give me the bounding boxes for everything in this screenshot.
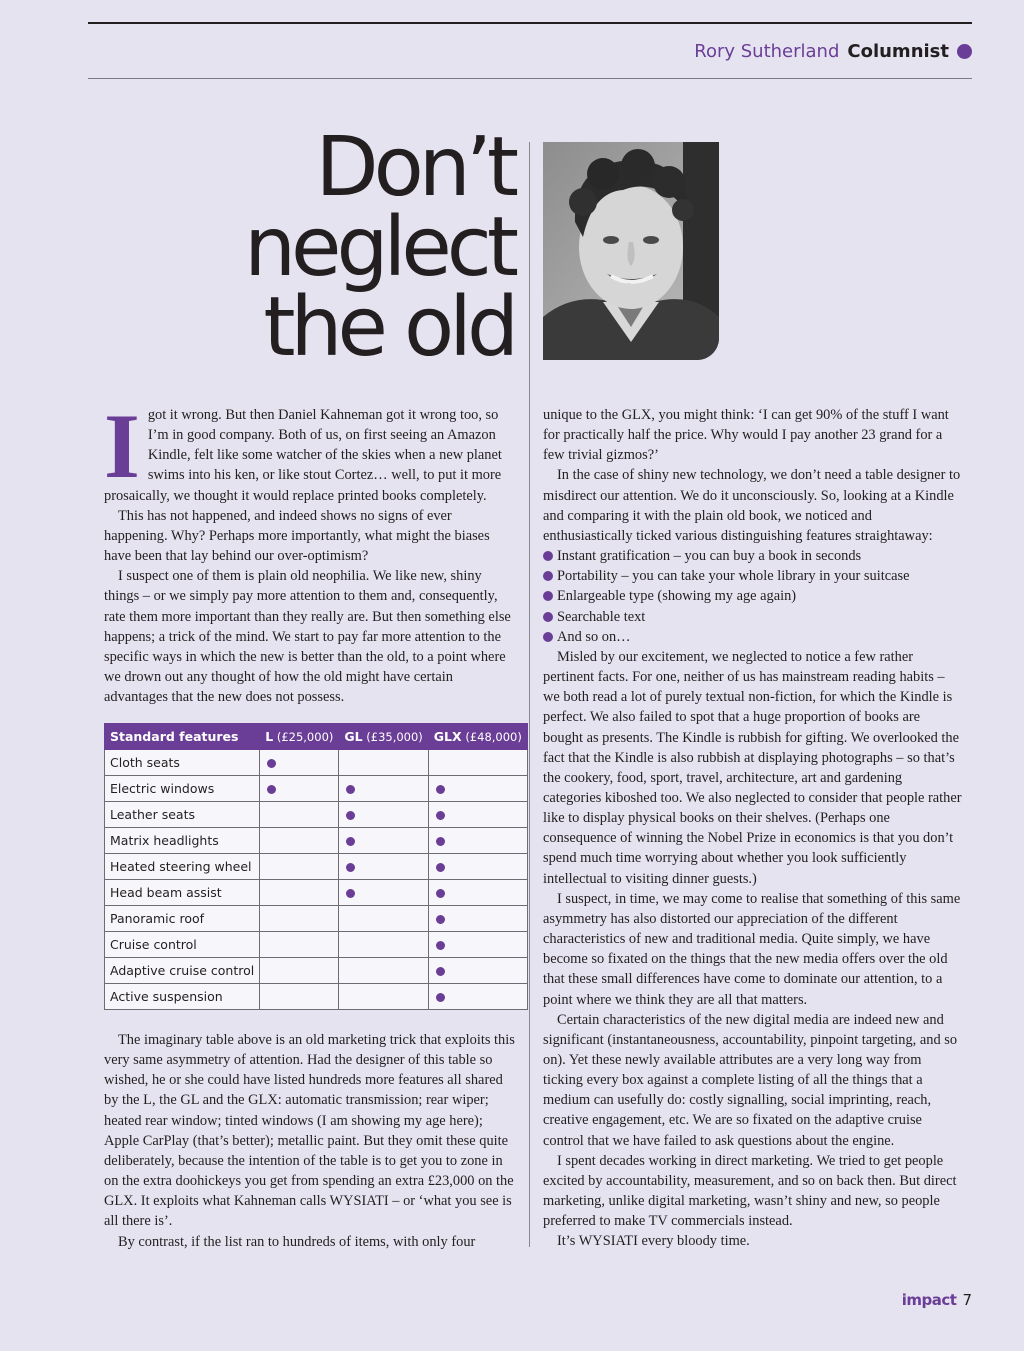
bullet-dot-icon xyxy=(543,612,553,622)
right-column-text xyxy=(543,405,963,1252)
feature-cell-gl xyxy=(339,802,428,828)
feature-cell-l xyxy=(260,958,339,984)
feature-cell-gl xyxy=(339,984,428,1010)
feature-cell-l xyxy=(260,984,339,1010)
feature-cell-glx xyxy=(428,750,527,776)
right-paragraph-4: I suspect, in time, we may come to realise that something of this same asymmetry has also distorted our appreciation of the different characteristics of new and traditional media. Quite simply, we have become so fixated on the things that the new media offers over the old that these small differences have come to dominate our attention, to a point where we think they are all that matters. xyxy=(543,890,961,1008)
included-dot-icon xyxy=(436,785,445,794)
features-table xyxy=(104,723,528,1010)
feature-cell-glx xyxy=(428,854,527,880)
feature-cell-l xyxy=(260,802,339,828)
intro-paragraph-3: I suspect one of them is plain old neophilia. We like new, shiny things – or we simply pay more attention to them and, consequently, rate them more important than they really are. But then something else happens; a trick of the mind. We start to pay far more attention to the specific ways in which the new is better than the old, to a point where we drown out any thought of how the old might have certain advantages that the new does not possess. xyxy=(104,568,511,706)
feature-cell-gl xyxy=(339,776,428,802)
feature-name: Panoramic roof xyxy=(105,906,260,932)
drop-cap: I xyxy=(104,395,140,497)
table-row xyxy=(105,932,528,958)
after-table-paragraph-1: The imaginary table above is an old marketing trick that exploits this very same asymmetry of attention. Had the designer of this table so wished, he or she could have listed hundreds more features all shared by the L, the GL and the GLX: automatic transmission; rear wiper; heated rear window; tinted windows (I am showing my age here); Apple CarPlay (that’s better); metallic paint. But they omit these quite deliberately, because the intention of the table is to get you to zone in on the extra doohickeys you get from spending an extra £23,000 on the GLX. It exploits what Kahneman calls WYSIATI – or ‘what you see is all there is’. xyxy=(104,1032,515,1230)
after-table-paragraph-2: By contrast, if the list ran to hundreds of items, with only four xyxy=(118,1233,476,1250)
headline-line-3: the old xyxy=(263,280,514,375)
feature-cell-glx xyxy=(428,880,527,906)
feature-name: Cloth seats xyxy=(105,750,260,776)
header-l: L (£25,000) xyxy=(260,724,339,750)
right-paragraph-7: It’s WYSIATI every bloody time. xyxy=(557,1233,750,1250)
feature-name: Electric windows xyxy=(105,776,260,802)
feature-cell-glx xyxy=(428,802,527,828)
included-dot-icon xyxy=(267,759,276,768)
intro-paragraph-2: This has not happened, and indeed shows no signs of ever happening. Why? Perhaps more importantly, what might the biases have been that lay behind our over-optimism? xyxy=(104,507,490,565)
column-header xyxy=(694,38,972,64)
header-dot-icon xyxy=(957,44,972,59)
included-dot-icon xyxy=(346,837,355,846)
table-row xyxy=(105,802,528,828)
feature-cell-l xyxy=(260,880,339,906)
included-dot-icon xyxy=(436,889,445,898)
included-dot-icon xyxy=(436,863,445,872)
header-standard-features: Standard features xyxy=(105,724,260,750)
feature-cell-glx xyxy=(428,828,527,854)
feature-name: Heated steering wheel xyxy=(105,854,260,880)
feature-cell-l xyxy=(260,776,339,802)
intro-text xyxy=(104,395,516,707)
feature-cell-glx xyxy=(428,776,527,802)
feature-cell-glx xyxy=(428,984,527,1010)
feature-cell-gl xyxy=(339,906,428,932)
author-photo xyxy=(543,142,719,360)
table-row xyxy=(105,984,528,1010)
feature-cell-glx xyxy=(428,932,527,958)
included-dot-icon xyxy=(436,915,445,924)
right-paragraph-1: unique to the GLX, you might think: ‘I can get 90% of the stuff I want for practically half the price. Why would I pay another 23 grand for a few trivial gizmos?’ xyxy=(543,407,949,464)
feature-name: Cruise control xyxy=(105,932,260,958)
feature-cell-l xyxy=(260,906,339,932)
bullet-dot-icon xyxy=(543,551,553,561)
table-row xyxy=(105,906,528,932)
list-item: Portability – you can take your whole library in your suitcase xyxy=(543,566,963,586)
included-dot-icon xyxy=(436,837,445,846)
included-dot-icon xyxy=(346,811,355,820)
headline-line-1: Don’t xyxy=(315,120,514,215)
included-dot-icon xyxy=(436,967,445,976)
table-row xyxy=(105,854,528,880)
included-dot-icon xyxy=(267,785,276,794)
included-dot-icon xyxy=(346,863,355,872)
page-number: 7 xyxy=(962,1291,972,1309)
list-item: And so on… xyxy=(543,627,963,647)
right-paragraph-2: In the case of shiny new technology, we don’t need a table designer to misdirect our attention. We do it unconsciously. So, looking at a Kindle and comparing it with the plain old book, we noticed and enthusiastically ticked various distinguishing features straightaway: xyxy=(543,467,961,544)
column-divider xyxy=(529,142,530,1247)
right-paragraph-3: Misled by our excitement, we neglected to notice a few rather pertinent facts. For one, neither of us has mainstream reading habits – we both read a lot of purely textual non-fiction, for which the Kindle is perfect. We also failed to spot that a huge proportion of books are bought as presents. The Kindle is rubbish for gifting. We overlooked the fact that the Kindle is also rubbish at displaying photographs – so that’s the cookery, food, sport, travel, architecture, art and gardening categories kiboshed too. We also neglected to consider that people rather like to display physical books on their shelves. (Perhaps one consequence of winning the Nobel Prize in economics is that you don’t spend much time worrying about whether you look sufficiently intellectual to visiting dinner guests.) xyxy=(543,648,962,887)
feature-name: Active suspension xyxy=(105,984,260,1010)
author-role: Columnist xyxy=(847,40,949,62)
header-rule xyxy=(88,78,972,79)
feature-cell-gl xyxy=(339,958,428,984)
feature-cell-glx xyxy=(428,958,527,984)
header-glx: GLX (£48,000) xyxy=(428,724,527,750)
feature-cell-l xyxy=(260,854,339,880)
list-item: Enlargeable type (showing my age again) xyxy=(543,586,963,606)
author-name: Rory Sutherland xyxy=(694,40,840,62)
feature-name: Head beam assist xyxy=(105,880,260,906)
header-gl: GL (£35,000) xyxy=(339,724,428,750)
feature-cell-l xyxy=(260,828,339,854)
bullet-dot-icon xyxy=(543,591,553,601)
table-header-row xyxy=(105,724,528,750)
magazine-brand: impact xyxy=(901,1291,957,1309)
included-dot-icon xyxy=(346,785,355,794)
feature-cell-l xyxy=(260,750,339,776)
bullet-dot-icon xyxy=(543,571,553,581)
top-rule xyxy=(88,22,972,24)
after-table-text xyxy=(104,1030,516,1252)
bullet-dot-icon xyxy=(543,632,553,642)
headline-line-2: neglect xyxy=(244,200,514,295)
list-item: Instant gratification – you can buy a book in seconds xyxy=(543,546,963,566)
feature-cell-l xyxy=(260,932,339,958)
right-paragraph-5: Certain characteristics of the new digital media are indeed new and significant (instantaneousness, accountability, pinpoint targeting, and so on). Yet these newly available attributes are a very long way from ticking every box against a complete listing of all the things that a medium can usefully do: costly signalling, social imprinting, reach, creative engagement, etc. We are so fixated on the adaptive cruise control that we have failed to ask questions about the engine. xyxy=(543,1011,958,1149)
feature-cell-gl xyxy=(339,880,428,906)
feature-cell-gl xyxy=(339,828,428,854)
page-footer xyxy=(902,1291,972,1309)
list-item: Searchable text xyxy=(543,607,963,627)
table-row xyxy=(105,958,528,984)
feature-cell-gl xyxy=(339,854,428,880)
headline xyxy=(244,120,514,375)
feature-name: Matrix headlights xyxy=(105,828,260,854)
feature-name: Adaptive cruise control xyxy=(105,958,260,984)
portrait-photo-icon xyxy=(543,142,719,360)
table-row xyxy=(105,880,528,906)
right-paragraph-6: I spent decades working in direct marketing. We tried to get people excited by accountability, measurement, and so on back then. But direct marketing, unlike digital marketing, wasn’t shiny and new, so people preferred to make TV commercials instead. xyxy=(543,1152,957,1230)
included-dot-icon xyxy=(436,811,445,820)
included-dot-icon xyxy=(346,889,355,898)
feature-cell-gl xyxy=(339,932,428,958)
feature-cell-gl xyxy=(339,750,428,776)
table-row xyxy=(105,750,528,776)
table-row xyxy=(105,828,528,854)
feature-name: Leather seats xyxy=(105,802,260,828)
table-row xyxy=(105,776,528,802)
included-dot-icon xyxy=(436,993,445,1002)
included-dot-icon xyxy=(436,941,445,950)
feature-cell-glx xyxy=(428,906,527,932)
intro-paragraph-1: got it wrong. But then Daniel Kahneman got it wrong too, so I’m in good company. Both of us, on first seeing an Amazon Kindle, felt like some watcher of the skies when a new planet swims into his ken, or like stout Cortez… well, to put it more prosaically, we thought it would replace printed books completely. xyxy=(104,407,502,504)
